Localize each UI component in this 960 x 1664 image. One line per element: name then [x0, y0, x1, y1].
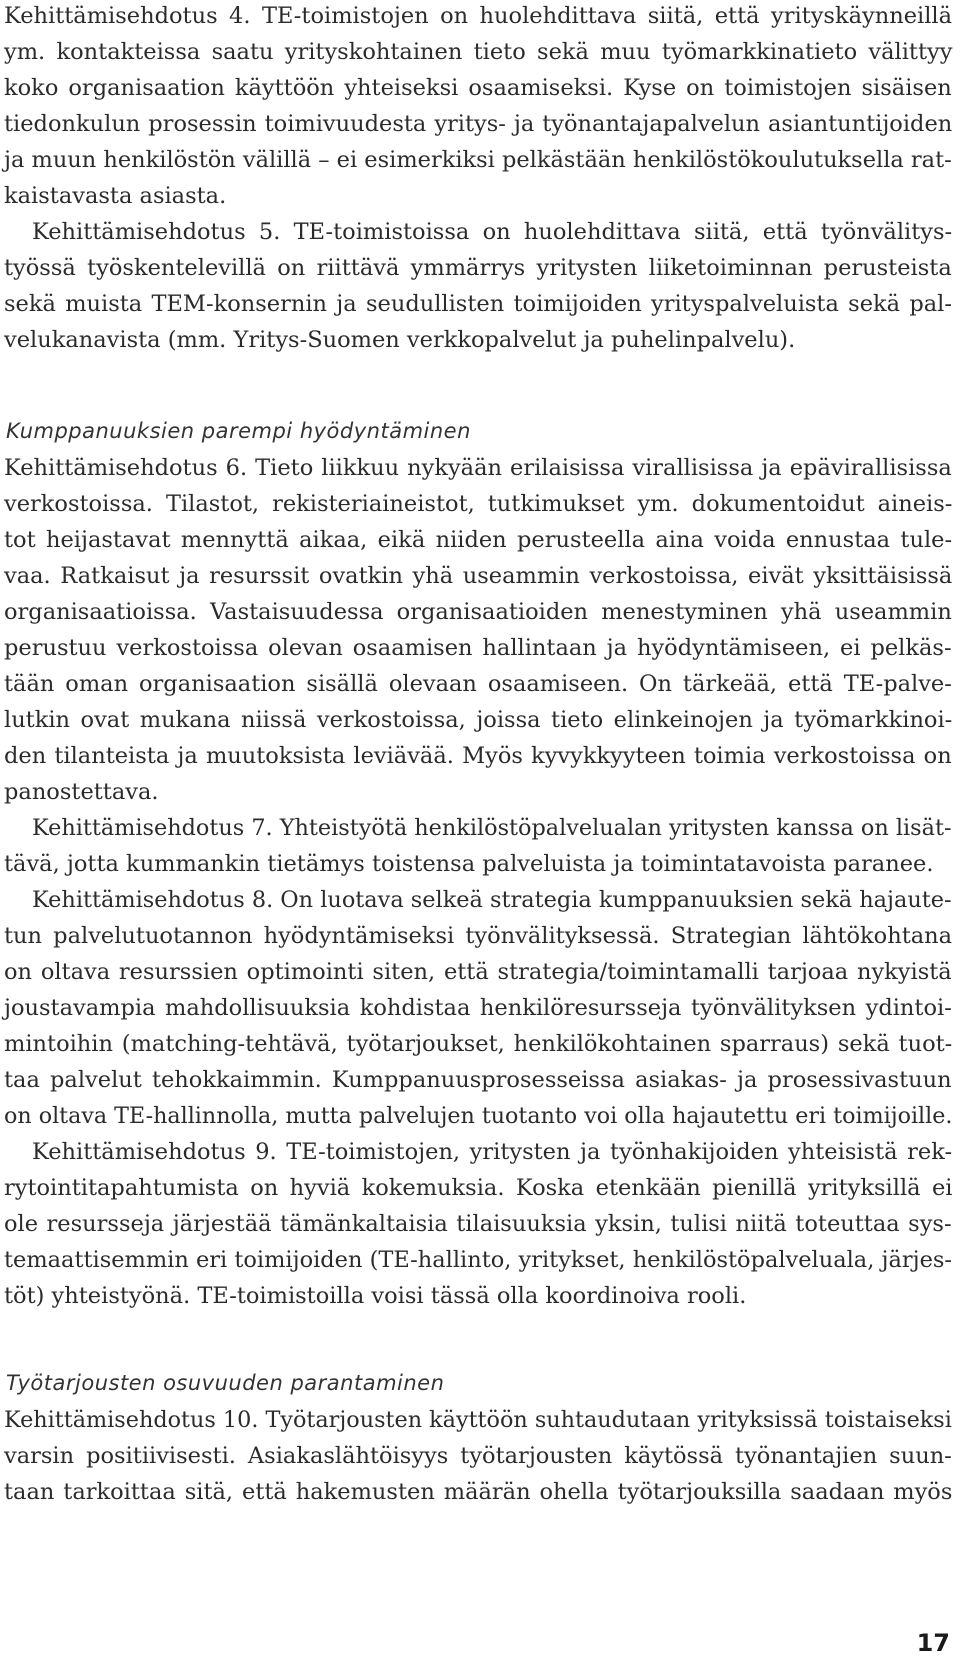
text-line: ym. kontakteissa saatu yrityskohtainen tieto sekä muu työmarkkinatieto välittyy	[4, 39, 953, 65]
text-line: taa palvelut tehokkaimmin. Kumppanuusprosesseissa asiakas- ja prosessivastuun	[4, 1067, 952, 1093]
section-heading: Työtarjousten osuvuuden parantaminen	[6, 1371, 445, 1395]
text-line: sekä muista TEM-konsernin ja seudullisten toimijoiden yrityspalveluista sekä pal-	[4, 291, 952, 317]
page-number: 17	[916, 1629, 950, 1657]
text-line: Kehittämisehdotus 8. On luotava selkeä strategia kumppanuuksien sekä hajaute-	[32, 887, 952, 913]
text-line: koko organisaation käyttöön yhteiseksi osaamiseksi. Kyse on toimistojen sisäisen	[4, 75, 952, 101]
text-line: ja muun henkilöstön välillä – ei esimerkiksi pelkästään henkilöstökoulutuksella rat-	[4, 147, 952, 173]
section-heading: Kumppanuuksien parempi hyödyntäminen	[6, 419, 471, 443]
text-line: tävä, jotta kummankin tietämys toistensa palveluista ja toimintatavoista paranee.	[4, 851, 934, 877]
text-line: on oltava TE-hallinnolla, mutta palvelujen tuotanto voi olla hajautettu eri toimijoille.	[4, 1103, 953, 1129]
text-line: den tilanteista ja muutoksista leviävää. Myös kyvykkyyteen toimia verkostoissa on	[4, 743, 952, 769]
text-line: on oltava resurssien optimointi siten, että strategia/toimintamalli tarjoaa nykyistä	[4, 959, 952, 985]
text-line: organisaatioissa. Vastaisuudessa organisaatioiden menestyminen yhä useammin	[4, 599, 952, 625]
text-line: varsin positiivisesti. Asiakaslähtöisyys työtarjousten käytössä työnantajien suun-	[4, 1443, 952, 1469]
text-line: tään oman organisaation sisällä olevaan osaamiseen. On tärkeää, että TE-palve-	[4, 671, 952, 697]
text-line: lutkin ovat mukana niissä verkostoissa, joissa tieto elinkeinojen ja työmarkkinoi-	[4, 707, 953, 733]
text-line: Kehittämisehdotus 9. TE-toimistojen, yritysten ja työnhakijoiden yhteisistä rek-	[32, 1139, 953, 1165]
text-line: Kehittämisehdotus 4. TE-toimistojen on huolehdittava siitä, että yrityskäynneillä	[4, 3, 953, 29]
text-line: velukanavista (mm. Yritys-Suomen verkkopalvelut ja puhelinpalvelu).	[4, 327, 796, 353]
text-line: mintoihin (matching-tehtävä, työtarjoukset, henkilökohtainen sparraus) sekä tuot-	[4, 1031, 953, 1057]
text-line: Kehittämisehdotus 10. Työtarjousten käyttöön suhtaudutaan yrityksissä toistaiseksi	[4, 1407, 952, 1433]
text-line: perustuu verkostoissa olevan osaamisen hallintaan ja hyödyntämiseen, ei pelkäs-	[4, 635, 952, 661]
text-line: työssä työskentelevillä on riittävä ymmärrys yritysten liiketoiminnan perusteista	[4, 255, 952, 281]
text-line: taan tarkoittaa sitä, että hakemusten määrän ohella työtarjouksilla saadaan myös	[4, 1479, 953, 1505]
text-line: joustavampia mahdollisuuksia kohdistaa henkilöresursseja työnvälityksen ydintoi-	[4, 995, 952, 1021]
text-line: töt) yhteistyönä. TE-toimistoilla voisi tässä olla koordinoiva rooli.	[4, 1283, 747, 1309]
text-line: verkostoissa. Tilastot, rekisteriaineistot, tutkimukset ym. dokumentoidut aineis-	[4, 491, 953, 517]
text-line: tot heijastavat mennyttä aikaa, eikä niiden perusteella aina voida ennustaa tule-	[4, 527, 953, 553]
text-line: panostettava.	[4, 779, 159, 805]
text-line: vaa. Ratkaisut ja resurssit ovatkin yhä useammin verkostoissa, eivät yksittäisissä	[4, 563, 953, 589]
text-line: Kehittämisehdotus 5. TE-toimistoissa on huolehdittava siitä, että työnvälitys-	[32, 219, 953, 245]
text-line: temaattisemmin eri toimijoiden (TE-hallinto, yritykset, henkilöstöpalveluala, järjes-	[4, 1247, 952, 1273]
text-line: kaistavasta asiasta.	[4, 183, 227, 209]
text-line: tun palvelutuotannon hyödyntämiseksi työnvälityksessä. Strategian lähtökohtana	[4, 923, 953, 949]
text-line: Kehittämisehdotus 6. Tieto liikkuu nykyään erilaisissa virallisissa ja epävirallisissa	[4, 455, 952, 481]
text-line: ole resursseja järjestää tämänkaltaisia tilaisuuksia yksin, tulisi niitä toteuttaa sys-	[4, 1211, 952, 1237]
text-line: rytointitapahtumista on hyviä kokemuksia. Koska etenkään pienillä yrityksillä ei	[4, 1175, 953, 1201]
text-line: Kehittämisehdotus 7. Yhteistyötä henkilöstöpalvelualan yritysten kanssa on lisät-	[32, 815, 952, 841]
text-line: tiedonkulun prosessin toimivuudesta yritys- ja työnantajapalvelun asiantuntijoiden	[4, 111, 953, 137]
